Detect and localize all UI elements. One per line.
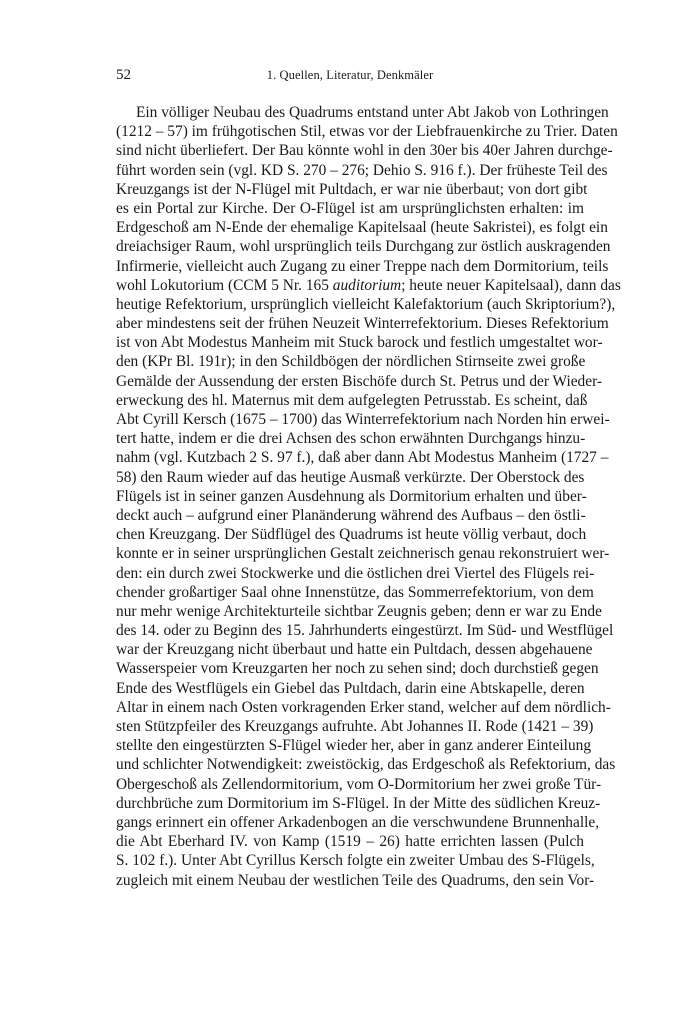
text-line: dreiachsiger Raum, wohl ursprünglich teils Durchgang zur östlich auskragenden — [116, 238, 611, 256]
text-line: Erdgeschoß am N-Ende der ehemalige Kapitelsaal (heute Sakristei), es folgt ein — [116, 219, 608, 237]
text-line: es ein Portal zur Kirche. Der O-Flügel ist am ursprünglichsten erhalten: im — [116, 199, 584, 217]
text-line: 58) den Raum wieder auf das heutige Ausmaß verkürzte. Der Oberstock des — [116, 468, 585, 486]
text-line: Abt Cyrill Kersch (1675 – 1700) das Winterrefektorium nach Norden hin erwei- — [116, 411, 610, 428]
text-line: Obergeschoß als Zellendormitorium, vom O-Dormitorium her zwei große Tür- — [116, 775, 602, 793]
text-line: sind nicht überliefert. Der Bau könnte wohl in den 30er bis 40er Jahren durchge- — [116, 142, 613, 160]
text-line: gangs erinnert ein offener Arkadenbogen an die verschwundene Brunnenhalle, — [116, 813, 600, 831]
text-line: Altar in einem nach Osten vorkragenden Erker stand, welcher auf dem nördlich- — [116, 698, 611, 716]
text-line: Gemälde der Aussendung der ersten Bischöfe durch St. Petrus und der Wieder- — [116, 372, 603, 390]
text-line-with-italic: wohl Lokutorium (CCM 5 Nr. 165 auditorium; heute neuer Kapitelsaal), dann das — [116, 276, 621, 294]
text-line: den (KPr Bl. 191r); in den Schildbögen der nördlichen Stirnseite zwei große — [116, 353, 586, 371]
page-header — [116, 64, 584, 86]
text-line: ist von Abt Modestus Manheim mit Stuck barock und festlich umgestaltet wor- — [116, 334, 603, 352]
text-line: stellte den eingestürzten S-Flügel wieder her, aber in ganz anderer Einteilung — [116, 737, 592, 755]
text-line: Wasserspeier vom Kreuzgarten her noch zu sehen sind; doch durchstieß gegen — [116, 660, 599, 678]
text-line: zugleich mit einem Neubau der westlichen Teile des Quadrums, den sein Vor- — [116, 871, 595, 889]
text-line: durchbrüche zum Dormitorium im S-Flügel. In der Mitte des südlichen Kreuz- — [116, 794, 601, 812]
text-line: (1212 – 57) im frühgotischen Stil, etwas vor der Liebfrauenkirche zu Trier. Daten — [116, 123, 618, 141]
italic-term: auditorium — [332, 276, 402, 294]
text-line: nur mehr wenige Architekturteile sichtbar Zeugnis geben; denn er war zu Ende — [116, 602, 602, 620]
text-line: den: ein durch zwei Stockwerke und die östlichen drei Viertel des Flügels rei- — [116, 564, 595, 582]
text-line: chen Kreuzgang. Der Südflügel des Quadrums ist heute völlig verbaut, doch — [116, 526, 587, 544]
text-line: Infirmerie, vielleicht auch Zugang zu einer Treppe nach dem Dormitorium, teils — [116, 257, 609, 275]
body-paragraph — [116, 103, 621, 890]
text-line: chender großartiger Saal ohne Innenstütze, das Sommerrefektorium, von dem — [116, 583, 594, 601]
text-line: tert hatte, indem er die drei Achsen des schon erwähnten Durchgangs hinzu- — [116, 430, 586, 448]
text-line: Flügels ist in seiner ganzen Ausdehnung als Dormitorium erhalten und über- — [116, 487, 587, 505]
text-line: und schlichter Notwendigkeit: zweistöckig, das Erdgeschoß als Refektorium, das — [116, 756, 616, 774]
text-line: heutige Refektorium, ursprünglich vielleicht Kalefaktorium (auch Skriptorium?), — [116, 295, 616, 313]
text-line: nahm (vgl. Kutzbach 2 S. 97 f.), daß aber dann Abt Modestus Manheim (1727 – — [116, 449, 609, 467]
text-line: des 14. oder zu Beginn des 15. Jahrhunderts eingestürzt. Im Süd- und Westflügel — [116, 622, 614, 640]
text-line: deckt auch – aufgrund einer Planänderung während des Aufbaus – den östli- — [116, 506, 586, 524]
text-line: führt worden sein (vgl. KD S. 270 – 276; Dehio S. 916 f.). Der früheste Teil des — [116, 161, 608, 179]
text-line: die Abt Eberhard IV. von Kamp (1519 – 26) hatte errichten lassen (Pulch — [116, 833, 584, 851]
text-line: S. 102 f.). Unter Abt Cyrillus Kersch folgte ein zweiter Umbau des S-Flügels, — [116, 852, 595, 870]
text-line: Kreuzgangs ist der N-Flügel mit Pultdach, er war nie überbaut; von dort gibt — [116, 180, 588, 198]
running-head: 1. Quellen, Literatur, Denkmäler — [266, 68, 434, 82]
text-line: sten Stützpfeiler des Kreuzgangs aufruhte. Abt Johannes II. Rode (1421 – 39) — [116, 718, 594, 735]
text-line: war der Kreuzgang nicht überbaut und hatte ein Pultdach, dessen abgehauene — [116, 641, 593, 659]
text-line: Ende des Westflügels ein Giebel das Pultdach, darin eine Abtskapelle, deren — [116, 679, 585, 697]
text-line: konnte er in seiner ursprünglichen Gestalt zeichnerisch genau rekonstruiert wer- — [116, 545, 610, 563]
page-number: 52 — [116, 67, 131, 83]
text-line: Ein völliger Neubau des Quadrums entstand unter Abt Jakob von Lothringen — [136, 104, 609, 121]
text-line: erweckung des hl. Maternus mit dem aufgelegten Petrusstab. Es scheint, daß — [116, 391, 588, 409]
text-line: aber mindestens seit der frühen Neuzeit Winterrefektorium. Dieses Refektorium — [116, 315, 609, 333]
